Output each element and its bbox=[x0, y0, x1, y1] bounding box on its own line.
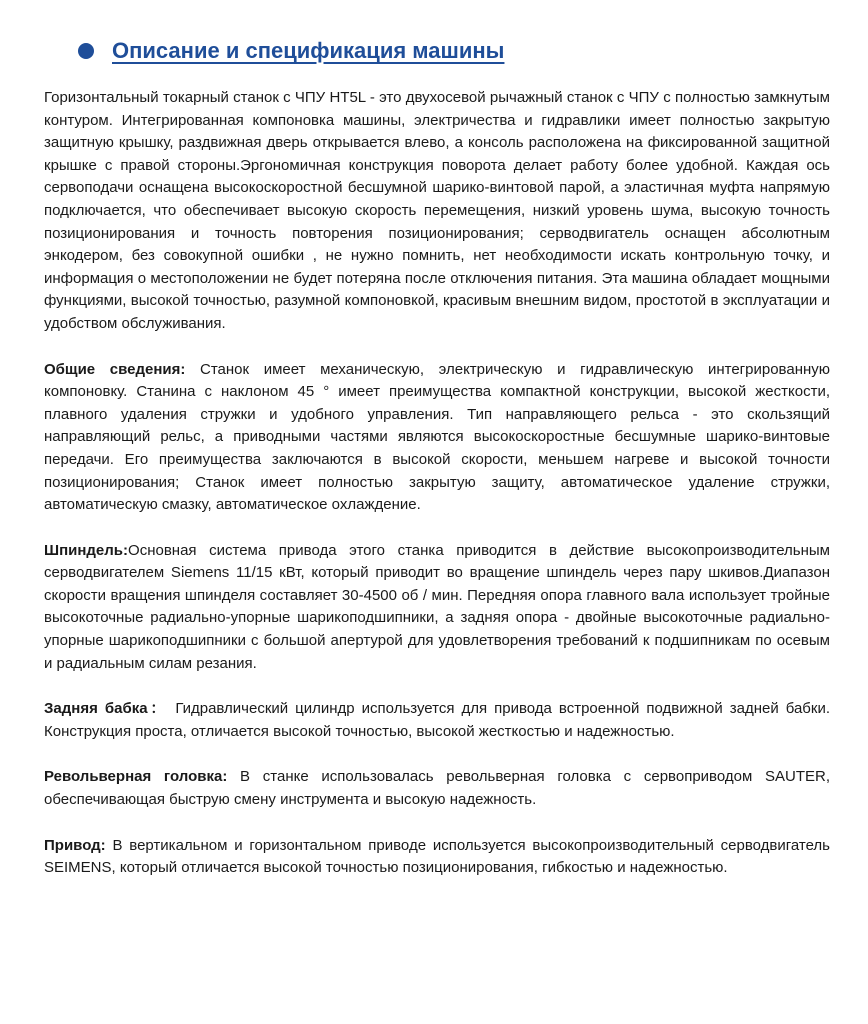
drive-text: В вертикальном и горизонтальном приводе используется высокопроизводительный серводвигатель SEIMENS, который отличается высокой точностью позиционирования, гибкостью и надежностью. bbox=[44, 836, 830, 877]
turret-text: В станке использовалась револьверная головка с сервоприводом SAUTER, обеспечивающая быструю смену инструмента и высокую надежность. bbox=[44, 768, 830, 809]
heading-title: Описание и спецификация машины bbox=[112, 38, 505, 63]
bullet-icon bbox=[78, 43, 94, 59]
general-info-label: Общие сведения: bbox=[44, 360, 186, 378]
drive-paragraph bbox=[44, 835, 830, 880]
document-body bbox=[44, 87, 830, 880]
spindle-label: Шпиндель: bbox=[44, 541, 129, 559]
turret-paragraph bbox=[44, 766, 830, 811]
general-info-text: Станок имеет механическую, электрическую и гидравлическую интегрированную компоновку. Станина с наклоном 45 ° имеет преимущества компактной конструкции, высокой жесткости, плавного удаления стружки и удобного управления. Тип направляющего рельса - это скользящий направляющий рельс, а приводными частями являются высокоскоростные бесшумные шарико-винтовые передачи. Его преимущества заключаются в высокой скорости, меньшем нагреве и высокой точности позиционирования; Станок имеет полностью закрытую защиту, автоматическое удаление стружки, автоматическую смазку, автоматическое охлаждение. bbox=[44, 360, 831, 514]
intro-paragraph: Горизонтальный токарный станок с ЧПУ HT5L - это двухосевой рычажный станок с ЧПУ с полностью замкнутым контуром. Интегрированная компоновка машины, электричества и гидравлики имеет полностью закрытую защитную крышку, раздвижная дверь открывается влево, а консоль расположена на фиксированной защитной крышке с правой стороны.Эргономичная конструкция поворота делает работу более удобной. Каждая ось сервоподачи оснащена высокоскоростной бесшумной шарико-винтовой парой, а эластичная муфта напрямую подключается, что обеспечивает высокую скорость перемещения, низкий уровень шума, высокую точность позиционирования и точность повторения позиционирования; серводвигатель оснащен абсолютным энкодером, без совокупной ошибки , не нужно помнить, нет необходимости искать контрольную точку, и информация о местоположении не будет потеряна после отключения питания. Эта машина обладает мощными функциями, высокой точностью, разумной компоновкой, красивым внешним видом, простотой в эксплуатации и удобством обслуживания. bbox=[44, 89, 830, 332]
tailstock-text: Гидравлический цилиндр используется для привода встроенной подвижной задней бабки. Конструкция проста, отличается высокой точностью, высокой жесткостью и надежностью. bbox=[44, 700, 831, 740]
tailstock-paragraph bbox=[44, 698, 830, 743]
spindle-paragraph bbox=[44, 540, 830, 676]
drive-label: Привод: bbox=[44, 836, 106, 854]
general-info-paragraph bbox=[44, 359, 830, 517]
spindle-text: Основная система привода этого станка приводится в действие высокопроизводительным серводвигателем Siemens 11/15 кВт, который приводит во вращение шпиндель через пару шкивов.Диапазон скорости вращения шпинделя составляет 30-4500 об / мин. Передняя опора главного вала использует тройные высокоточные радиально-упорные шарикоподшипники, а задняя опора - двойные высокоточные радиально-упорные шарикоподшипники с большой апертурой для удовлетворения требований к подшипникам по осевым и радиальным силам резания. bbox=[44, 541, 830, 672]
tailstock-label: Задняя бабка： bbox=[44, 700, 169, 718]
section-heading bbox=[78, 38, 504, 64]
turret-label: Револьверная головка: bbox=[44, 768, 228, 786]
